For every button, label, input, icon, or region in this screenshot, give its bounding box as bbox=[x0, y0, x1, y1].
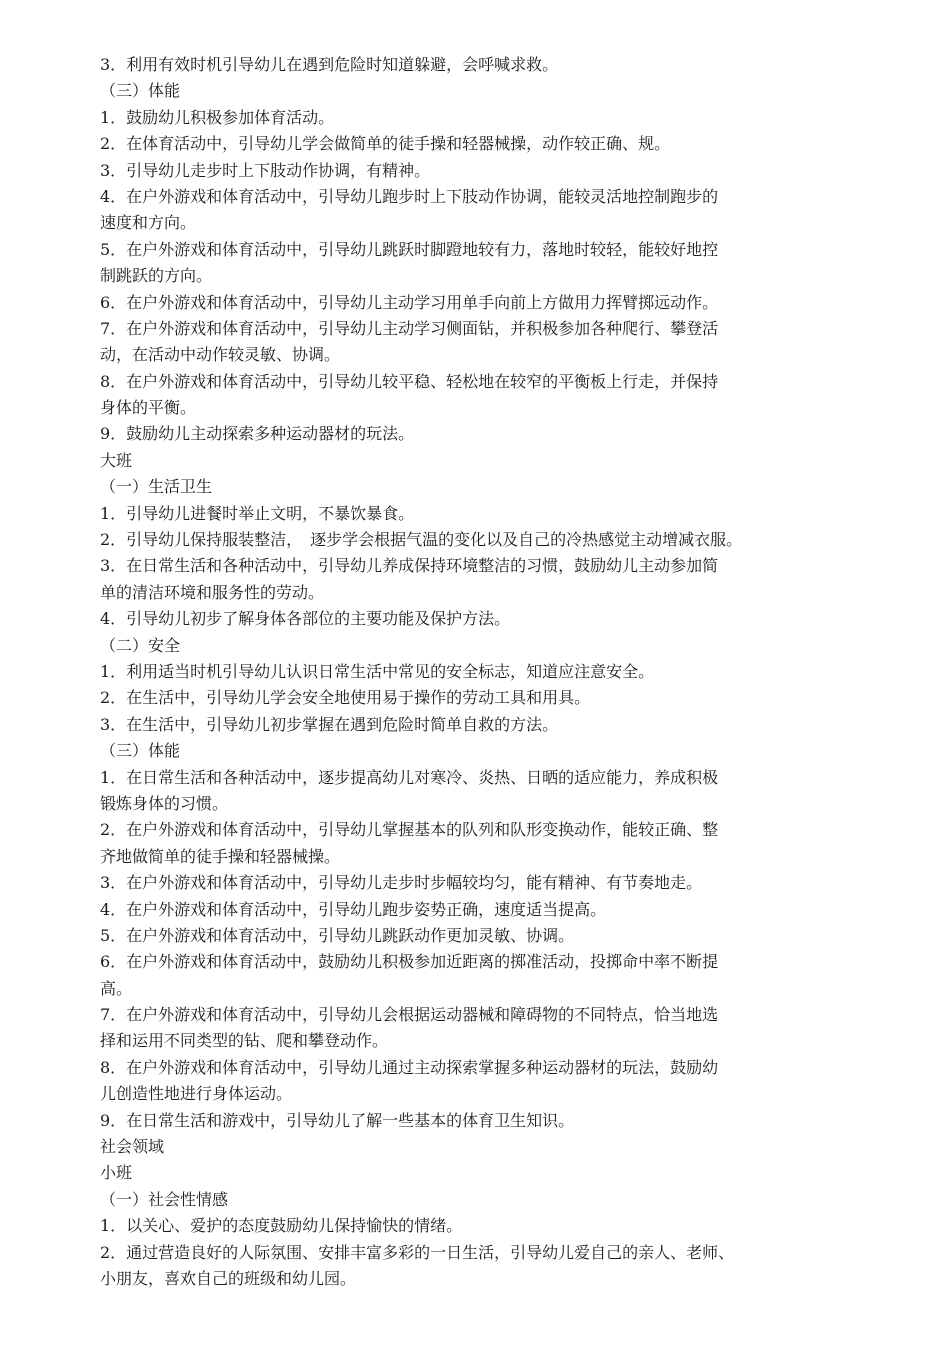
text-line: 锻炼身体的习惯。 bbox=[100, 793, 229, 813]
text-line: 2．通过营造良好的人际氛围、安排丰富多彩的一日生活，引导幼儿爱自己的亲人、老师、 bbox=[100, 1242, 735, 1262]
text-line: 1．利用适当时机引导幼儿认识日常生活中常见的安全标志，知道应注意安全。 bbox=[100, 661, 655, 681]
text-line: 6．在户外游戏和体育活动中，引导幼儿主动学习用单手向前上方做用力挥臂掷远动作。 bbox=[100, 292, 719, 312]
text-line: 8．在户外游戏和体育活动中，引导幼儿通过主动探索掌握多种运动器材的玩法，鼓励幼 bbox=[100, 1057, 719, 1077]
text-line: 择和运用不同类型的钻、爬和攀登动作。 bbox=[100, 1031, 389, 1051]
text-line: 8．在户外游戏和体育活动中，引导幼儿较平稳、轻松地在较窄的平衡板上行走，并保持 bbox=[100, 371, 719, 391]
text-line: 9．鼓励幼儿主动探索多种运动器材的玩法。 bbox=[100, 424, 415, 444]
text-line: 3．在生活中，引导幼儿初步掌握在遇到危险时简单自救的方法。 bbox=[100, 714, 559, 734]
text-line: 3．在户外游戏和体育活动中，引导幼儿走步时步幅较均匀，能有精神、有节奏地走。 bbox=[100, 873, 703, 893]
text-line: 9．在日常生活和游戏中，引导幼儿了解一些基本的体育卫生知识。 bbox=[100, 1110, 575, 1130]
text-line: 4．在户外游戏和体育活动中，引导幼儿跑步时上下肢动作协调，能较灵活地控制跑步的 bbox=[100, 186, 719, 206]
text-line: 儿创造性地进行身体运动。 bbox=[100, 1084, 293, 1104]
text-line: 5．在户外游戏和体育活动中，引导幼儿跳跃时脚蹬地较有力，落地时较轻，能较好地控 bbox=[100, 239, 719, 259]
text-line: 单的清洁环境和服务性的劳动。 bbox=[100, 582, 325, 602]
text-line: （一）生活卫生 bbox=[100, 477, 213, 497]
text-line: 3．引导幼儿走步时上下肢动作协调，有精神。 bbox=[100, 160, 431, 180]
text-line: 4．引导幼儿初步了解身体各部位的主要功能及保护方法。 bbox=[100, 609, 511, 629]
text-line: 4．在户外游戏和体育活动中，引导幼儿跑步姿势正确，速度适当提高。 bbox=[100, 899, 607, 919]
text-line: 7．在户外游戏和体育活动中，引导幼儿主动学习侧面钻，并积极参加各种爬行、攀登活 bbox=[100, 318, 719, 338]
document-body bbox=[100, 52, 920, 1292]
text-line: 速度和方向。 bbox=[100, 213, 197, 233]
text-line: 大班 bbox=[100, 450, 133, 470]
text-line: 齐地做简单的徒手操和轻器械操。 bbox=[100, 846, 341, 866]
text-line: 社会领域 bbox=[100, 1137, 165, 1157]
text-line: 1．引导幼儿进餐时举止文明，不暴饮暴食。 bbox=[100, 503, 415, 523]
text-line: （三）体能 bbox=[100, 81, 181, 101]
text-line: 2．在体育活动中，引导幼儿学会做简单的徒手操和轻器械操，动作较正确、规。 bbox=[100, 134, 671, 154]
text-line: 小班 bbox=[100, 1163, 133, 1183]
text-line: 身体的平衡。 bbox=[100, 398, 197, 418]
text-line: 1．鼓励幼儿积极参加体育活动。 bbox=[100, 107, 335, 127]
text-line: （三）体能 bbox=[100, 741, 181, 761]
text-line: 高。 bbox=[100, 978, 133, 998]
text-line: （二）安全 bbox=[100, 635, 181, 655]
text-line: 6．在户外游戏和体育活动中，鼓励幼儿积极参加近距离的掷准活动，投掷命中率不断提 bbox=[100, 952, 719, 972]
text-line: 3．利用有效时机引导幼儿在遇到危险时知道躲避，会呼喊求救。 bbox=[100, 55, 559, 74]
text-line: 2．在生活中，引导幼儿学会安全地使用易于操作的劳动工具和用具。 bbox=[100, 688, 591, 708]
text-line: 5．在户外游戏和体育活动中，引导幼儿跳跃动作更加灵敏、协调。 bbox=[100, 925, 575, 945]
text-line: 2．在户外游戏和体育活动中，引导幼儿掌握基本的队列和队形变换动作，能较正确、整 bbox=[100, 820, 719, 840]
text-line: 2．引导幼儿保持服装整洁， 逐步学会根据气温的变化以及自己的冷热感觉主动增减衣服。 bbox=[100, 530, 743, 550]
text-line: 3．在日常生活和各种活动中，引导幼儿养成保持环境整洁的习惯，鼓励幼儿主动参加简 bbox=[100, 556, 719, 576]
text-line: 1．在日常生活和各种活动中，逐步提高幼儿对寒冷、炎热、日晒的适应能力，养成积极 bbox=[100, 767, 719, 787]
text-line: 动，在活动中动作较灵敏、协调。 bbox=[100, 345, 341, 365]
text-line: 小朋友，喜欢自己的班级和幼儿园。 bbox=[100, 1268, 357, 1288]
text-line: 制跳跃的方向。 bbox=[100, 266, 213, 286]
text-line: 7．在户外游戏和体育活动中，引导幼儿会根据运动器械和障碍物的不同特点，恰当地选 bbox=[100, 1005, 719, 1025]
text-line: 1．以关心、爱护的态度鼓励幼儿保持愉快的情绪。 bbox=[100, 1216, 463, 1236]
text-line: （一）社会性情感 bbox=[100, 1189, 229, 1209]
